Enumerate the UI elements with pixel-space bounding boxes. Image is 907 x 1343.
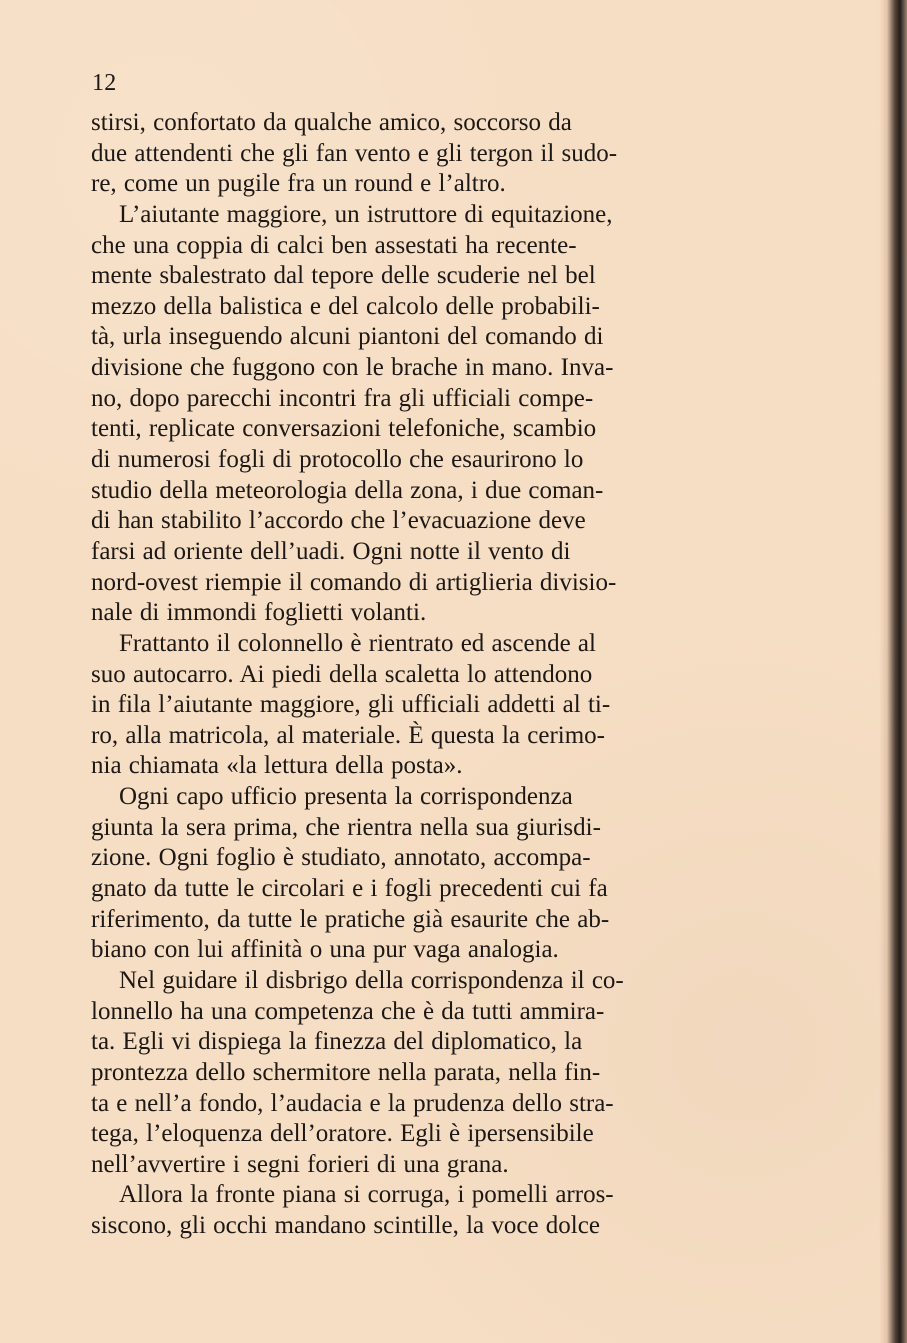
- text-line: gnato da tutte le circolari e i fogli precedenti cui fa: [91, 875, 608, 903]
- text-line: tenti, replicate conversazioni telefoniche, scambio: [91, 415, 597, 443]
- paragraph-start-line: Ogni capo ufficio presenta la corrispondenza: [119, 783, 573, 811]
- text-line: zione. Ogni foglio è studiato, annotato, accompa-: [91, 844, 591, 872]
- text-line: suo autocarro. Ai piedi della scaletta lo attendono: [91, 660, 593, 688]
- text-line: stirsi, confortato da qualche amico, soccorso da: [91, 109, 572, 136]
- text-line: di numerosi fogli di protocollo che esaurirono lo: [91, 446, 584, 474]
- text-line: in fila l’aiutante maggiore, gli ufficiali addetti al ti-: [91, 691, 611, 719]
- text-line: riferimento, da tutte le pratiche già esaurite che ab-: [91, 905, 610, 933]
- body-text: [91, 108, 781, 1242]
- text-line: divisione che fuggono con le brache in mano. Inva-: [91, 354, 614, 382]
- text-line: tega, l’eloquenza dell’oratore. Egli è ipersensibile: [91, 1120, 594, 1148]
- paragraph-start-line: L’aiutante maggiore, un istruttore di equitazione,: [119, 200, 613, 228]
- text-line: nord-ovest riempie il comando di artiglieria divisio-: [91, 568, 617, 596]
- text-line: farsi ad oriente dell’uadi. Ogni notte il vento di: [91, 537, 571, 565]
- text-line: nell’avvertire i segni forieri di una grana.: [91, 1150, 509, 1178]
- text-line: ta. Egli vi dispiega la finezza del diplomatico, la: [91, 1028, 583, 1056]
- paragraph-start-line: Nel guidare il disbrigo della corrispondenza il co-: [119, 966, 624, 994]
- text-line: che una coppia di calci ben assestati ha recente-: [91, 231, 577, 259]
- text-line: lonnello ha una competenza che è da tutti ammira-: [91, 997, 605, 1025]
- text-line: tà, urla inseguendo alcuni piantoni del comando di: [91, 323, 604, 351]
- text-line: ta e nell’a fondo, l’audacia e la prudenza dello stra-: [91, 1089, 614, 1117]
- page-number: 12: [92, 70, 117, 96]
- paragraph-start-line: Allora la fronte piana si corruga, i pomelli arros-: [119, 1181, 614, 1209]
- text-line: mezzo della balistica e del calcolo delle probabili-: [91, 292, 600, 320]
- text-line: re, come un pugile fra un round e l’altro.: [91, 170, 506, 198]
- paragraph-start-line: Frattanto il colonnello è rientrato ed ascende al: [119, 629, 596, 657]
- text-line: prontezza dello schermitore nella parata, nella fin-: [91, 1058, 601, 1086]
- text-line: di han stabilito l’accordo che l’evacuazione deve: [91, 507, 586, 535]
- text-line: due attendenti che gli fan vento e gli tergon il sudo-: [91, 139, 618, 167]
- text-line: siscono, gli occhi mandano scintille, la voce dolce: [91, 1212, 600, 1240]
- text-line: mente sbalestrato dal tepore delle scuderie nel bel: [91, 262, 596, 290]
- text-line: nia chiamata «la lettura della posta».: [91, 752, 463, 780]
- text-line: no, dopo parecchi incontri fra gli ufficiali compe-: [91, 384, 594, 412]
- text-line: ro, alla matricola, al materiale. È questa la cerimo-: [91, 721, 606, 749]
- text-line: biano con lui affinità o una pur vaga analogia.: [91, 936, 559, 964]
- text-line: nale di immondi foglietti volanti.: [91, 599, 427, 627]
- page-binding-shadow: [879, 0, 907, 1343]
- text-line: studio della meteorologia della zona, i due coman-: [91, 476, 604, 504]
- text-line: giunta la sera prima, che rientra nella sua giurisdi-: [91, 813, 601, 841]
